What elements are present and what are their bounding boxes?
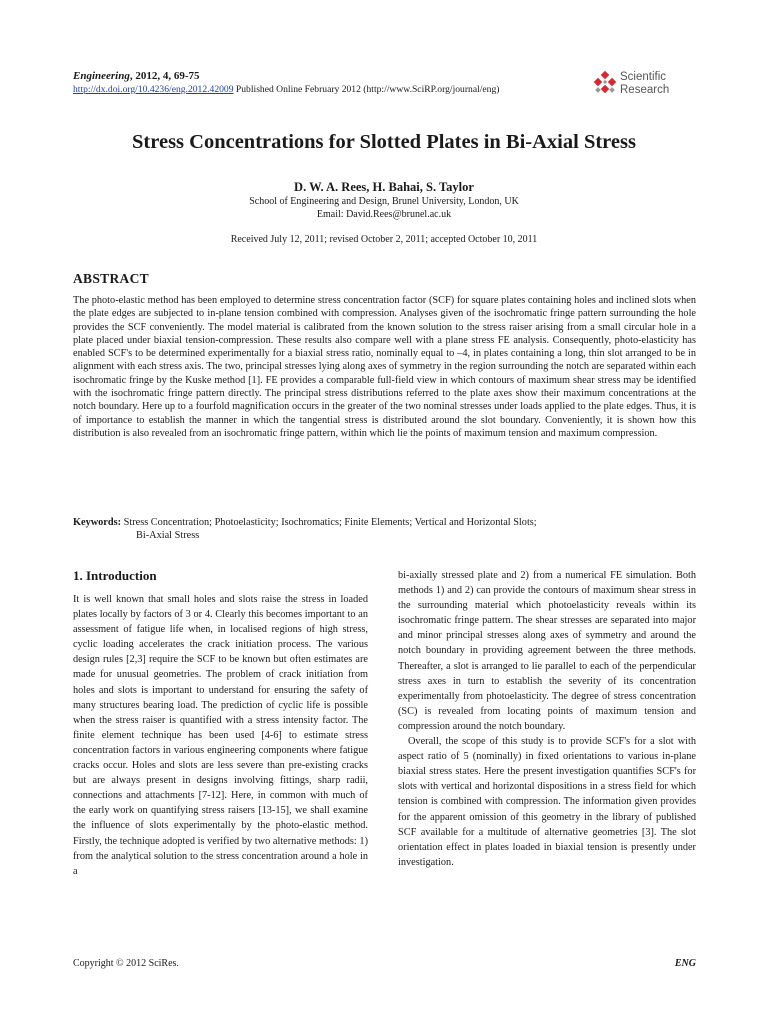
abstract-heading: ABSTRACT [73,271,149,286]
keywords-list-cont: Bi-Axial Stress [136,530,200,542]
journal-volume: , 2012, 4, 69-75 [129,70,200,82]
body-column-right [398,568,696,870]
received-dates: Received July 12, 2011; revised October 2, 2011; accepted October 10, 2011 [230,234,538,245]
keywords-label: Keywords: [73,517,122,528]
journal-name: Engineering [73,70,130,82]
affiliation: School of Engineering and Design, Brunel University, London, UK [249,196,519,207]
copyright: Copyright © 2012 SciRes. [73,958,179,969]
section-heading: 1. Introduction [73,568,157,583]
journal-citation [73,70,200,82]
doi-line [73,84,499,95]
authors: D. W. A. Rees, H. Bahai, S. Taylor [294,180,474,194]
doi-link[interactable]: http://dx.doi.org/10.4236/eng.2012.42009 [73,84,234,95]
publisher-logo [592,70,702,100]
paragraph: Overall, the scope of this study is to provide SCF's for a slot with aspect ratio of 5 (nominally) in fixed orientations to various in-plane biaxial stress states. Here the present investigation quantifies SCF's for slots with vertical and horizontal dispositions in a stress field for which tension is combined with compression. The information given provides for the apparent omission of this geometry in the library of published SCF available for a multitude of alternative geometries [3]. The slot orientation effect in plates loaded in biaxial tension is presently under investigation. [398,736,696,868]
email: Email: David.Rees@brunel.ac.uk [316,209,452,220]
scirp-logo-icon [592,71,618,97]
keywords-list: Stress Concentration; Photoelasticity; Isochromatics; Finite Elements; Vertical and Horizontal Slots; [121,517,537,528]
paragraph: bi-axially stressed plate and 2) from a numerical FE simulation. Both methods 1) and 2) can provide the contours of maximum shear stress in the surrounding material which photoelasticity reveals within its isochromatic fringe pattern. The shear stresses are separated into major and minor principal stresses along axes of symmetry and around the notch boundary in providing agreement between the three methods. Thereafter, a slot is arranged to lie parallel to each of the perpendicular stress axes in turn to establish the severity of its concentration experimentally from photoelasticity. The degree of stress concentration (SC) is revealed from locating points of maximum tension and compression around the notch boundary. [398,570,696,732]
keywords [73,516,696,543]
paper-title: Stress Concentrations for Slotted Plates in Bi-Axial Stress [132,131,636,153]
published-note: Published Online February 2012 (http://www.SciRP.org/journal/eng) [233,84,500,95]
publisher-name: Scientific Research [620,71,670,96]
journal-code: ENG [674,958,696,969]
body-column-left: It is well known that small holes and slots raise the stress in loaded plates locally by factors of 3 or 4. Clearly this becomes important to an assessment of fatigue life when, in localised regions of high stress, cyclic loading accelerates the crack initiation process. The various design rules [2,3] require the SCF to be known but often estimates are made for unusual geometries. The problem of crack initiation from holes and slots is important to understand for ensuring the safety of many structures bearing load. The prediction of cyclic life is possible when the stress raiser is quantified with a stress intensity factor. The finite element technique has been used [4-6] to estimate stress concentration factors in various engineering components where fatigue cracks occur. Holes and slots are less severe than pre-existing cracks but are always present in designs involving fittings, sharp radii, connections and attachments [7-12]. Here, in common with much of the early work on quantifying stress raisers [13-15], we shall examine the influence of slots experimentally by the photo-elastic method. Firstly, the technique adopted is verified by two alternative methods: 1) from the analytical solution to the stress concentration around a hole in a [73,594,368,877]
abstract-body: The photo-elastic method has been employed to determine stress concentration factor (SCF) for square plates containing holes and inclined slots when the plate edges are subjected to in-plane tension combined with compression. Analyses given of the isochromatic fringe pattern surrounding the hole provides the SCF conveniently. The model material is calibrated from the known solution to the stress raiser arising from a small circular hole in a plate placed under biaxial tension-compression. These results also compare well with a plane stress FE analysis. Consequently, photo-elasticity has enabled SCF's to be determined experimentally for a biaxial stress ratio, nominally equal to –4, in plates containing a long, thin slot arranged to be in alignment with each stress axis. The two, principal stresses lying along axes of symmetry in the region surrounding the notch are separated within each isochromatic fringe by the Kuske method [1]. FE provides a comparable full-field view in which contours of maximum shear stress may be identified with the isochromatic fringe pattern directly. The principal stress distributions referred to the plate axes show their maximum concentrations at the notch boundary. Here up to a fourfold magnification occurs in the greater of the two nominal stresses under loads applied to the plate edges. Thus, it is of importance to establish the manner in which the tangential stress is distributed around the slot boundary. Conveniently, it is shown how this distribution is also revealed from an isochromatic fringe pattern, within which lie the points of maximum tension and maximum compression. [73,295,696,439]
